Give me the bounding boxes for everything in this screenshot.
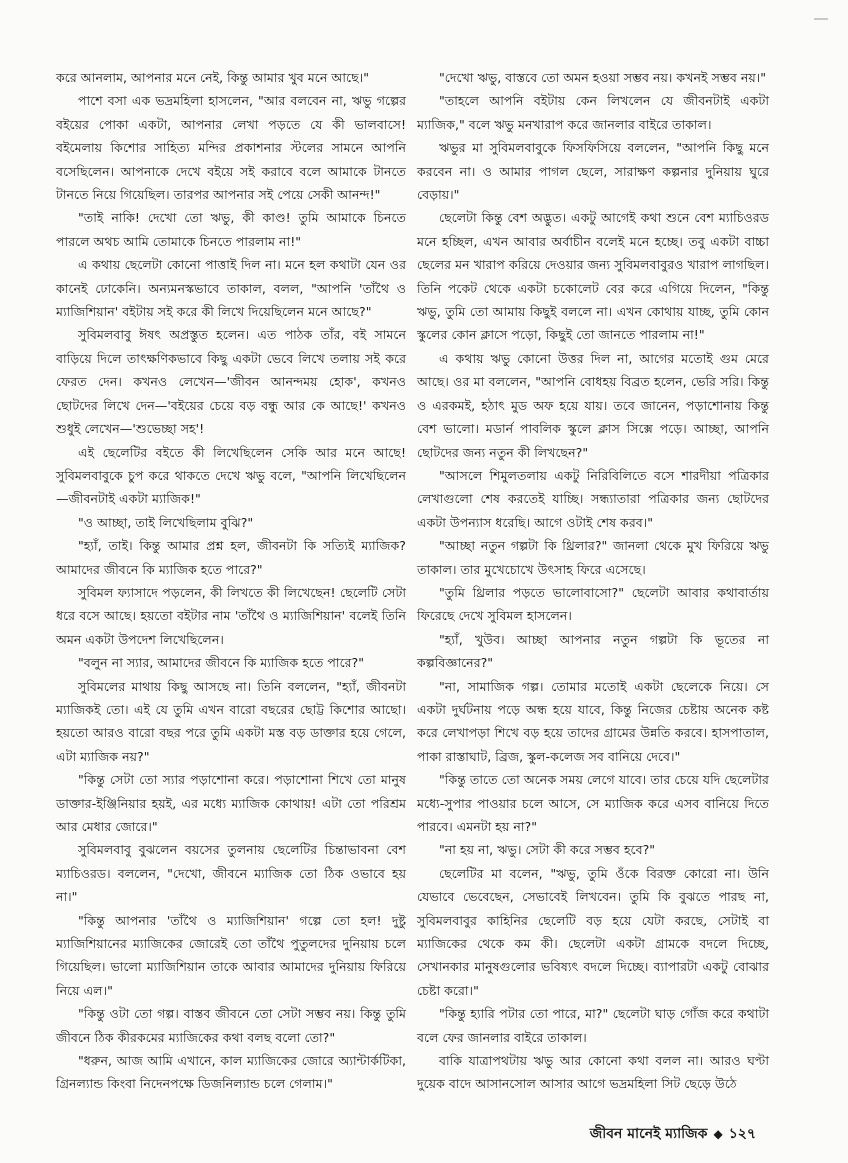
paragraph: "কিন্তু ওটা তো গল্প। বাস্তব জীবনে তো সেটা সম্ভব নয়। কিন্তু তুমি জীবনে ঠিক কীরকমের ম্যাজিকের কথা বলছ বলো তো?": [56, 1006, 406, 1045]
page-footer: [590, 1122, 756, 1146]
paragraph: এ কথায় ছেলেটা কোনো পাত্তাই দিল না। মনে হল কথাটা যেন ওর কানেই ঢোকেনি। অন্যমনস্কভাবে তাকাল, বলল, "আপনি 'তাঁথৈ ও ম্যাজিশিয়ান' বইটায় সই করে কী লিখে দিয়েছিলেন মনে আছে?": [56, 257, 406, 320]
paragraph: "কিন্তু সেটা তো স্যার পড়াশোনা করে। পড়াশোনা শিখে তো মানুষ ডাক্তার-ইঞ্জিনিয়ার হয়ই, এর মধ্যে ম্যাজিক কোথায়! এটা তো পরিশ্রম আর মেধার জোরে।": [56, 772, 406, 834]
paragraph: "কিন্তু তাতে তো অনেক সময় লেগে যাবে। তার চেয়ে যদি ছেলেটার মধ্যে-সুপার পাওয়ার চলে আসে, সে ম্যাজিক করে এসব বানিয়ে দিতে পারবে। এমনটা হয় না?": [417, 772, 769, 834]
paragraph: সুবিমলবাবু ঈষৎ অপ্রস্তুত হলেন। এত পাঠক তাঁর, বই সামনে বাড়িয়ে দিলে তাৎক্ষণিকভাবে কিছু একটা ভেবে লিখে তলায় সই করে ফেরত দেন। কখনও লেখেন—'জীবন আনন্দময় হোক', কখনও ছোটদের লিখে দেন—'বইয়ের চেয়ে বড় বন্ধু আর কে আছে!' কখনও শুধুই লেখেন—'শুভেচ্ছা সহ'!: [56, 327, 406, 437]
paragraph: ছেলেটির মা বলেন, "ঋভু, তুমি ওঁকে বিরক্ত কোরো না। উনি যেভাবে ভেবেছেন, সেভাবেই লিখবেন। তুমি কি বুঝতে পারছ না, সুবিমলবাবুর কাহিনির ছেলেটি বড় হয়ে যেটা করছে, সেটাই বা ম্যাজিকের থেকে কম কী। ছেলেটা একটা গ্রামকে বদলে দিচ্ছে, সেখানকার মানুষগুলোর ভবিষ্যৎ বদলে দিচ্ছে। ব্যাপারটা একটু বোঝার চেষ্টা করো।": [417, 865, 769, 998]
page-corner-mark: [814, 18, 828, 20]
paragraph: পাশে বসা এক ভদ্রমহিলা হাসলেন, "আর বলবেন না, ঋভু গল্পের বইয়ের পোকা একটা, আপনার লেখা পড়তে যে কী ভালবাসে! বইমেলায় কিশোর সাহিত্য মন্দির প্রকাশনার স্টলের সামনে আপনি বসেছিলেন। আপনাকে দেখে বইয়ে সই করাবে বলে আমাকে টানতে টানতে নিয়ে গিয়েছিল। তারপর আপনার সই পেয়ে সেকী আনন্দ!": [56, 93, 406, 203]
paragraph: এ কথায় ঋভু কোনো উত্তর দিল না, আগের মতোই গুম মেরে আছে। ওর মা বললেন, "আপনি বোধহয় বিব্রত হলেন, ভেরি সরি। কিন্তু ও এরকমই, হঠাৎ মুড অফ হয়ে যায়। তবে জানেন, পড়াশোনায় কিন্তু বেশ ভালো। মডার্ন পাবলিক স্কুলে ক্লাস সিক্সে পড়ে। আচ্ছা, আপনি ছোটদের জন্য নতুন কী লিখছেন?": [417, 350, 769, 460]
paragraph: "বলুন না স্যার, আমাদের জীবনে কি ম্যাজিক হতে পারে?": [78, 655, 365, 671]
paragraph: এই ছেলেটির বইতে কী লিখেছিলেন সেকি আর মনে আছে! সুবিমলবাবুকে চুপ করে থাকতে দেখে ঋভু বলে, "আপনি লিখেছিলেন—জীবনটাই একটা ম্যাজিক!": [56, 444, 406, 507]
right-column: [417, 66, 769, 1096]
paragraph: সুবিমলের মাথায় কিছু আসছে না। তিনি বললেন, "হ্যাঁ, জীবনটা ম্যাজিকই তো। এই যে তুমি এখন বারো বছরের ছোট্ট কিশোর আছো। হয়তো আরও বারো বছর পরে তুমি একটা মস্ত বড় ডাক্তার হয়ে গেলে, এটা ম্যাজিক নয়?": [56, 678, 406, 764]
paragraph: করে আনলাম, আপনার মনে নেই, কিন্তু আমার খুব মনে আছে।": [56, 70, 370, 85]
paragraph: "ও আচ্ছা, তাই লিখেছিলাম বুঝি?": [78, 514, 254, 530]
paragraph: "হ্যাঁ, তাই। কিন্তু আমার প্রশ্ন হল, জীবনটা কি সত্যিই ম্যাজিক? আমাদের জীবনে কি ম্যাজিক হতে পারে?": [56, 538, 406, 577]
paragraph: "তুমি থ্রিলার পড়তে ভালোবাসো?" ছেলেটা আবার কথাবার্তায় ফিরেছে দেখে সুবিমল হাসলেন।: [417, 584, 769, 624]
paragraph: "ধরুন, আজ আমি এখানে, কাল ম্যাজিকের জোরে অ্যান্টার্কটিকা, গ্রিনল্যান্ড কিংবা নিদেনপক্ষে ডিজনিল্যান্ড চলে গেলাম।": [56, 1053, 406, 1092]
paragraph: "তাহলে আপনি বইটায় কেন লিখলেন যে জীবনটাই একটা ম্যাজিক," বলে ঋভু মনখারাপ করে জানলার বাইরে তাকাল।: [417, 93, 769, 132]
paragraph: বাকি যাত্রাপথটায় ঋভু আর কোনো কথা বলল না। আরও ঘণ্টা দুয়েক বাদে আসানসোল আসার আগে ভদ্রমহিলা সিট ছেড়ে উঠে: [417, 1053, 769, 1092]
diamond-icon: ◆: [713, 1127, 723, 1141]
left-column: [56, 66, 406, 1096]
paragraph: সুবিমলবাবু বুঝলেন বয়সের তুলনায় ছেলেটির চিন্তাভাবনা বেশ ম্যাচিওরড। বললেন, "দেখো, জীবনে ম্যাজিক তো ঠিক ওভাবে হয় না।": [56, 842, 406, 905]
paragraph: "না হয় না, ঋভু। সেটা কী করে সম্ভব হবে?": [439, 842, 656, 858]
paragraph: ছেলেটা কিন্তু বেশ অদ্ভুত। একটু আগেই কথা শুনে বেশ ম্যাচিওরড মনে হচ্ছিল, এখন আবার অর্বাচীন বলেই মনে হচ্ছে। তবু একটা বাচ্চা ছেলের মন খারাপ করিয়ে দেওয়ার জন্য সুবিমলবাবুরও খারাপ লাগছিল। তিনি পকেট থেকে একটা চকোলেট বের করে এগিয়ে দিলেন, "কিন্তু ঋভু, তুমি তো আমায় কিছুই বললে না। এখন কোথায় যাচ্ছ, তুমি কোন স্কুলের কোন ক্লাসে পড়ো, কিছুই তো জানতে পারলাম না!": [417, 210, 769, 343]
paragraph: সুবিমল ফ্যাসাদে পড়লেন, কী লিখতে কী লিখেছেন! ছেলেটি সেটা ধরে বসে আছে। হয়তো বইটার নাম 'তাঁথৈ ও ম্যাজিশিয়ান' বলেই তিনি অমন একটা উপদেশ লিখেছিলেন।: [56, 584, 406, 647]
paragraph: "কিন্তু আপনার 'তাঁথৈ ও ম্যাজিশিয়ান' গল্পে তো হল! দুষ্টু ম্যাজিশিয়ানের ম্যাজিকের জোরেই তো তাঁথৈ পুতুলদের দুনিয়ায় চলে গিয়েছিল। ভালো ম্যাজিশিয়ান তাকে আবার আমাদের দুনিয়ায় ফিরিয়ে নিয়ে এল।": [56, 912, 406, 998]
paragraph: "তাই নাকি! দেখো তো ঋভু, কী কাণ্ড! তুমি আমাকে চিনতে পারলে অথচ আমি তোমাকে চিনতে পারলাম না!": [56, 210, 406, 249]
paragraph: "না, সামাজিক গল্প। তোমার মতোই একটা ছেলেকে নিয়ে। সে একটা দুর্ঘটনায় পড়ে অন্ধ হয়ে যাবে, কিন্তু নিজের চেষ্টায় অনেক কষ্ট করে লেখাপড়া শিখে বড় হয়ে তাদের গ্রামের উন্নতি করবে। হাসপাতাল, পাকা রাস্তাঘাট, ব্রিজ, স্কুল-কলেজ সব বানিয়ে দেবে।": [417, 678, 769, 764]
paragraph: "আসলে শিমুলতলায় একটু নিরিবিলিতে বসে শারদীয়া পত্রিকার লেখাগুলো শেষ করতেই যাচ্ছি। সন্ধ্যাতারা পত্রিকার জন্য ছোটদের একটা উপন্যাস ধরেছি। আগে ওটাই শেষ করব।": [417, 467, 769, 530]
paragraph: "হ্যাঁ, খুউব। আচ্ছা আপনার নতুন গল্পটা কি ভূতের না কল্পবিজ্ঞানের?": [417, 631, 769, 671]
paragraph: ঋভুর মা সুবিমলবাবুকে ফিসফিসিয়ে বললেন, "আপনি কিছু মনে করবেন না। ও আমার পাগল ছেলে, সারাক্ষণ কল্পনার দুনিয়ায় ঘুরে বেড়ায়।": [417, 140, 769, 203]
paragraph: "কিন্তু হ্যারি পটার তো পারে, মা?" ছেলেটা ঘাড় গোঁজ করে কথাটা বলে ফের জানলার বাইরে তাকাল।: [417, 1006, 769, 1045]
page-number: ১২৭: [728, 1126, 756, 1142]
running-title: জীবন মানেই ম্যাজিক: [589, 1126, 708, 1142]
paragraph: "আচ্ছা নতুন গল্পটা কি থ্রিলার?" জানলা থেকে মুখ ফিরিয়ে ঋভু তাকাল। তার মুখেচোখে উৎসাহ ফিরে এসেছে।: [417, 538, 769, 577]
paragraph: "দেখো ঋভু, বাস্তবে তো অমন হওয়া সম্ভব নয়। কখনই সম্ভব নয়।": [439, 70, 767, 85]
